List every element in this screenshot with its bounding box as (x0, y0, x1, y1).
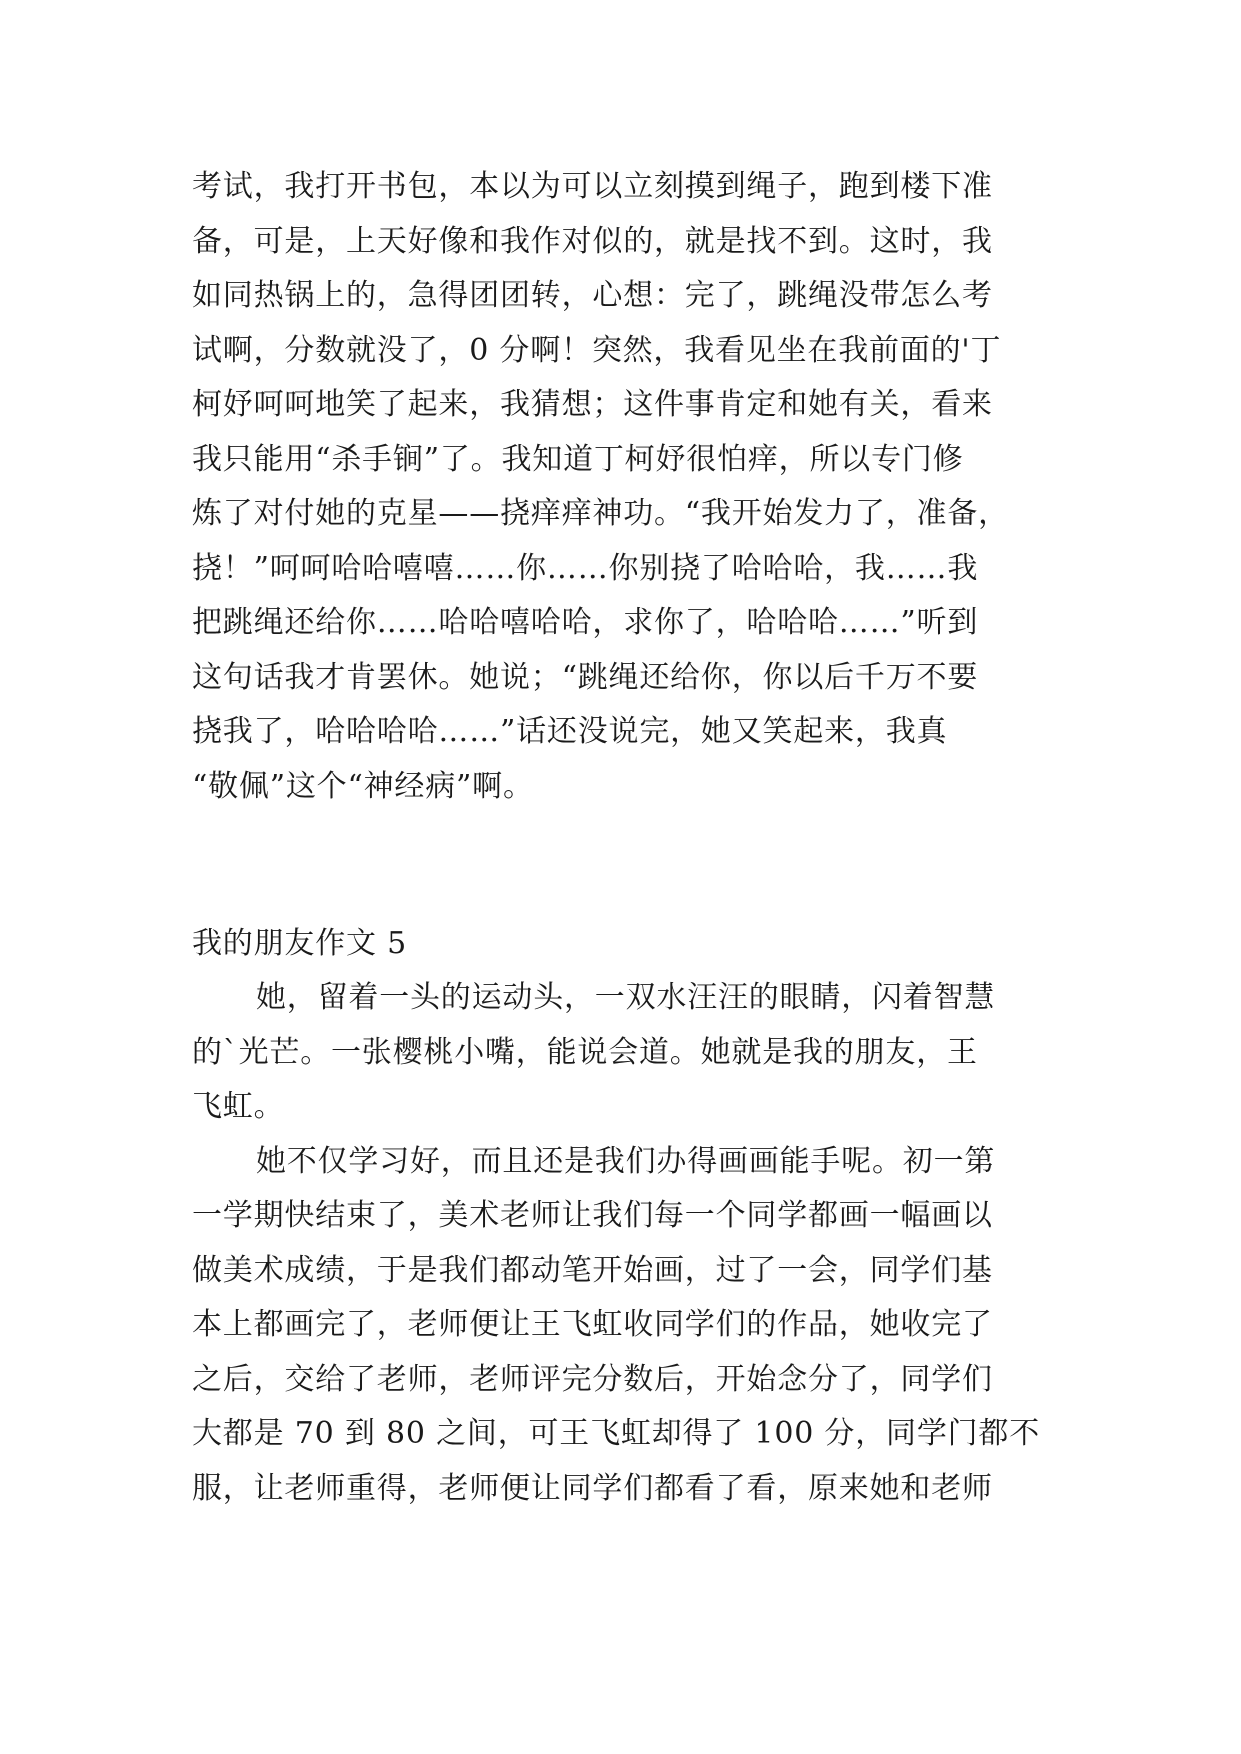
text-line: 把跳绳还给你……哈哈嘻哈哈，求你了，哈哈哈……”听到 (192, 605, 979, 640)
text-line: 之后，交给了老师，老师评完分数后，开始念分了，同学们 (192, 1361, 993, 1397)
text-line: 我只能用“杀手锏”了。我知道丁柯妤很怕痒，所以专门修 (192, 441, 964, 477)
text-line: 这句话我才肯罢休。她说；“跳绳还给你，你以后千万不要 (192, 659, 979, 695)
text-line: 考试，我打开书包，本以为可以立刻摸到绳子，跑到楼下准 (192, 169, 993, 204)
text-line: 挠我了，哈哈哈哈……”话还没说完，她又笑起来，我真 (192, 714, 948, 749)
essay-body (192, 971, 1072, 1516)
paragraph-continued (192, 160, 1072, 814)
text-line: 的`光芒。一张樱桃小嘴，能说会道。她就是我的朋友，王 (192, 1034, 978, 1070)
text-line: 她不仅学习好，而且还是我们办得画画能手呢。初一第 (256, 1143, 996, 1179)
text-line: “敬佩”这个“神经病”啊。 (192, 768, 534, 804)
text-line: 大都是 70 到 80 之间，可王飞虹却得了 100 分，同学门都不 (192, 1416, 1041, 1451)
text-line: 备，可是，上天好像和我作对似的，就是找不到。这时，我 (192, 223, 993, 259)
essay-heading: 我的朋友作文 5 (192, 926, 408, 961)
text-line: 服，让老师重得，老师便让同学们都看了看，原来她和老师 (192, 1470, 993, 1506)
text-line: 炼了对付她的克星——挠痒痒神功。“我开始发力了，准备， (192, 496, 1009, 531)
text-line: 如同热锅上的，急得团团转，心想：完了，跳绳没带怎么考 (192, 278, 993, 313)
text-line: 挠！”呵呵哈哈嘻嘻……你……你别挠了哈哈哈，我……我 (192, 550, 979, 586)
text-line: 她，留着一头的运动头，一双水汪汪的眼睛，闪着智慧 (256, 980, 996, 1015)
text-line: 做美术成绩，于是我们都动笔开始画，过了一会，同学们基 (192, 1252, 993, 1288)
text-line: 试啊，分数就没了，0 分啊！突然，我看见坐在我前面的'丁 (192, 332, 1002, 368)
text-line: 本上都画完了，老师便让王飞虹收同学们的作品，她收完了 (192, 1307, 993, 1342)
text-line: 飞虹。 (192, 1089, 285, 1124)
text-line: 柯妤呵呵地笑了起来，我猜想；这件事肯定和她有关，看来 (192, 387, 993, 422)
text-line: 一学期快结束了，美术老师让我们每一个同学都画一幅画以 (192, 1198, 993, 1233)
